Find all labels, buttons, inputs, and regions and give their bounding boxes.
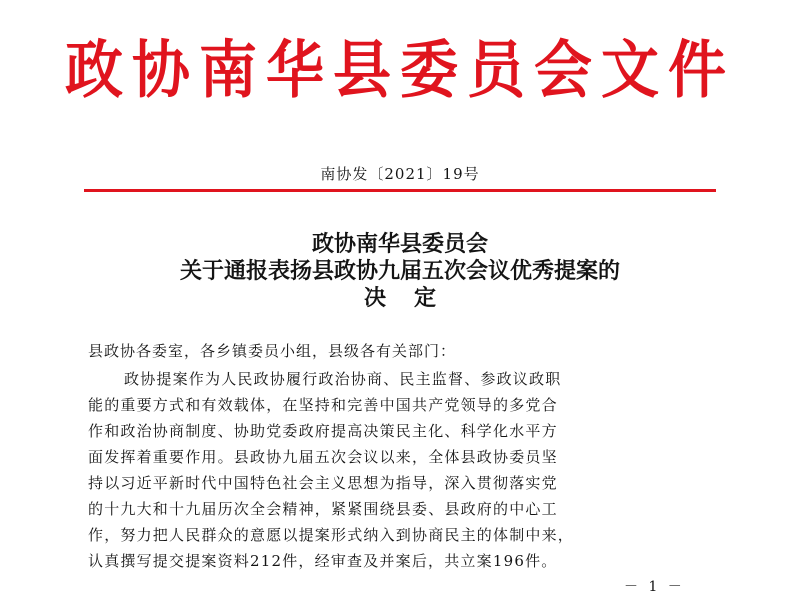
salutation: 县政协各委室，各乡镇委员小组，县级各有关部门： [88,342,457,360]
document-masthead: 政协南华县委员会文件 [64,33,735,107]
body-line: 作和政治协商制度、协助党委政府提高决策民主化、科学化水平方 [88,422,558,440]
body-text [88,366,728,574]
page-number: － 1 － [624,579,685,595]
body-line: 政协提案作为人民政协履行政治协商、民主监督、参政议政职 [124,370,562,388]
body-line: 面发挥着重要作用。县政协九届五次会议以来，全体县政协委员坚 [88,448,558,466]
body-line: 作，努力把人民群众的意愿以提案形式纳入到协商民主的体制中来， [88,526,575,544]
body-line: 的十九大和十九届历次全会精神，紧紧围绕县委、县政府的中心工 [88,500,558,518]
title-line-1: 政协南华县委员会 [311,231,488,257]
red-divider-rule [84,189,716,192]
document-number: 南协发〔2021〕19号 [320,165,480,183]
body-line: 持以习近平新时代中国特色社会主义思想为指导，深入贯彻落实党 [88,474,558,492]
body-line: 能的重要方式和有效载体，在坚持和完善中国共产党领导的多党合 [88,396,558,414]
body-line: 认真撰写提交提案资料212件，经审查及并案后，共立案196件。 [88,552,558,570]
title-line-3: 决定 [363,285,464,311]
title-line-2: 关于通报表扬县政协九届五次会议优秀提案的 [179,258,620,284]
document-title [0,231,800,312]
